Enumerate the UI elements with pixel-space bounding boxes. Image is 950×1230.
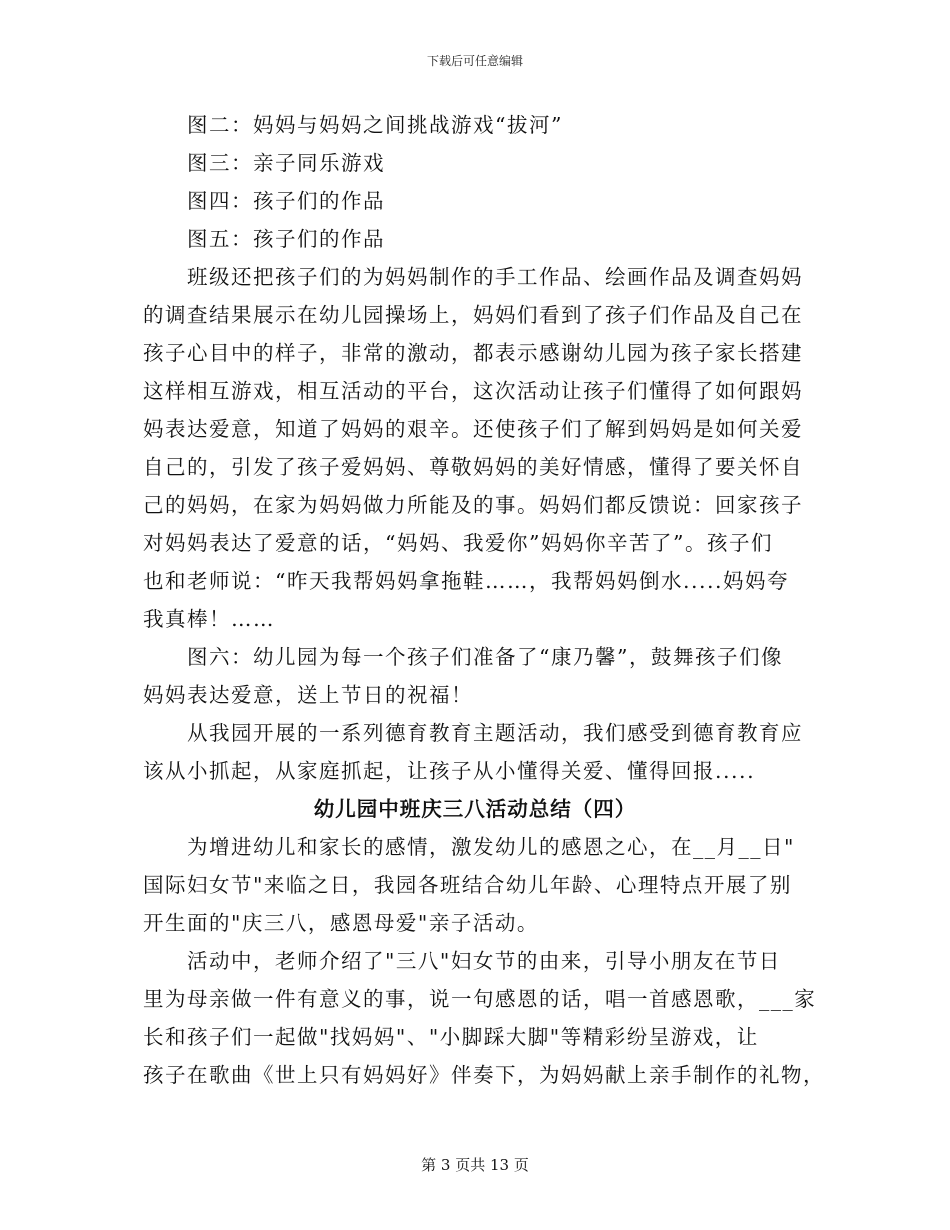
- paragraph-line: 的调查结果展示在幼儿园操场上，妈妈们看到了孩子们作品及自己在: [143, 303, 803, 327]
- caption-line: 图三：亲子同乐游戏: [187, 151, 385, 175]
- paragraph-line: 妈妈表达爱意，送上节日的祝福！: [143, 683, 473, 707]
- paragraph-line: 从我园开展的一系列德育教育主题活动，我们感受到德育教育应: [187, 721, 803, 745]
- caption-line: 图五：孩子们的作品: [187, 227, 385, 251]
- paragraph-line: 班级还把孩子们的为妈妈制作的手工作品、绘画作品及调查妈妈: [187, 265, 803, 289]
- paragraph-line: 自己的，引发了孩子爱妈妈、尊敬妈妈的美好情感，懂得了要关怀自: [143, 455, 803, 479]
- paragraph-line: 开生面的"庆三八，感恩母爱"亲子活动。: [143, 911, 539, 935]
- paragraph-line: 这样相互游戏，相互活动的平台，这次活动让孩子们懂得了如何跟妈: [143, 379, 803, 403]
- paragraph-line: 该从小抓起，从家庭抓起，让孩子从小懂得关爱、懂得回报.....: [143, 759, 756, 783]
- paragraph-line: 妈表达爱意，知道了妈妈的艰辛。还使孩子们了解到妈妈是如何关爱: [143, 417, 803, 441]
- paragraph-line: 为增进幼儿和家长的感情，激发幼儿的感恩之心，在__月__日": [187, 835, 795, 859]
- paragraph-line: 对妈妈表达了爱意的话，“妈妈、我爱你”妈妈你辛苦了”。孩子们: [143, 531, 773, 555]
- page-header: 下载后可任意编辑: [426, 54, 523, 68]
- document-body: [143, 106, 825, 1094]
- section-title: 幼儿园中班庆三八活动总结（四）: [313, 797, 637, 821]
- paragraph-line: 也和老师说：“昨天我帮妈妈拿拖鞋……，我帮妈妈倒水.....妈妈夸: [143, 569, 790, 593]
- paragraph-line: 国际妇女节"来临之日，我园各班结合幼儿年龄、心理特点开展了别: [143, 873, 792, 897]
- paragraph-line: 我真棒！……: [143, 607, 275, 631]
- paragraph-line: 图六：幼儿园为每一个孩子们准备了“康乃馨”，鼓舞孩子们像: [187, 645, 783, 669]
- paragraph-line: 长和孩子们一起做"找妈妈"、"小脚踩大脚"等精彩纷呈游戏，让: [143, 1025, 759, 1049]
- paragraph-line: 己的妈妈，在家为妈妈做力所能及的事。妈妈们都反馈说：回家孩子: [143, 493, 803, 517]
- paragraph-line: 里为母亲做一件有意义的事，说一句感恩的话，唱一首感恩歌，___家: [143, 987, 817, 1011]
- page-footer: 第 3 页共 13 页: [421, 1156, 529, 1174]
- paragraph-line: 活动中，老师介绍了"三八"妇女节的由来，引导小朋友在节日: [187, 949, 781, 973]
- caption-line: 图四：孩子们的作品: [187, 189, 385, 213]
- caption-line: 图二：妈妈与妈妈之间挑战游戏“拔河”: [187, 113, 563, 137]
- paragraph-line: 孩子心目中的样子，非常的激动，都表示感谢幼儿园为孩子家长搭建: [143, 341, 803, 365]
- paragraph-line: 孩子在歌曲《世上只有妈妈好》伴奏下，为妈妈献上亲手制作的礼物，: [143, 1063, 825, 1087]
